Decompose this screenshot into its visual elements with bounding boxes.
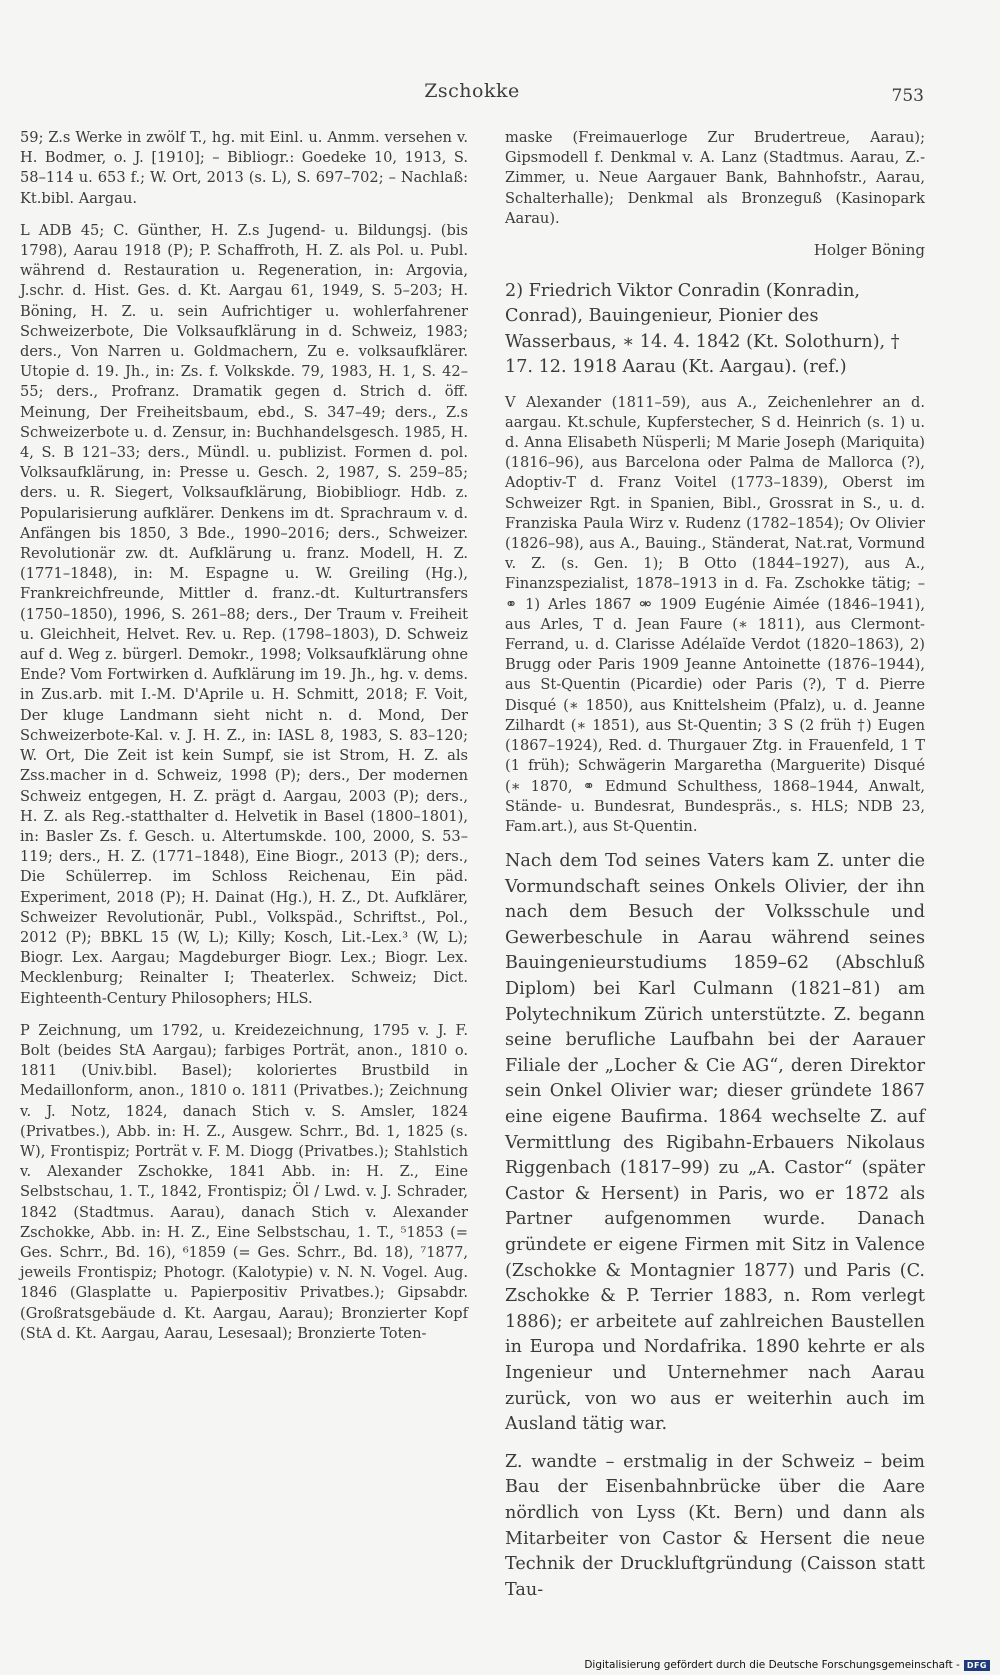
footer-text: Digitalisierung gefördert durch die Deutsche Forschungsgemeinschaft - xyxy=(584,1659,960,1671)
genealogy-paragraph: V Alexander (1811–59), aus A., Zeichenlehrer an d. aargau. Kt.schule, Kupferstecher, S d. Heinrich (s. 1) u. d. Anna Elisabeth Nüsperli; M Marie Joseph (Mariquita) (1816–96), aus Barcelona oder Palma de Mallorca (?), Adoptiv-T d. Franz Voitel (1773–1839), Oberst im Schweizer Rgt. in Spanien, Bibl., Grossrat in S., u. d. Franziska Paula Wirz v. Rudenz (1782–1854); Ov Olivier (1826–98), aus A., Bauing., Ständerat, Nat.rat, Vormund v. Z. (s. Gen. 1); B Otto (1844–1927), aus A., Finanzspezialist, 1878–1913 in d. Fa. Zschokke tätig; – ⚭ 1) Arles 1867 ⚮ 1909 Eugénie Aimée (1846–1941), aus Arles, T d. Jean Faure (∗ 1811), aus Clermont-Ferrand, u. d. Clarisse Adélaïde Verdot (1820–1863), 2) Brugg oder Paris 1909 Jeanne Antoinette (1876–1944), aus St-Quentin (Picardie) oder Paris (?), T d. Pierre Disqué (∗ 1850), aus Knittelsheim (Pfalz), u. d. Jeanne Zilhardt (∗ 1851), aus St-Quentin; 3 S (2 früh †) Eugen (1867–1924), Red. d. Thurgauer Ztg. in Frauenfeld, 1 T (1 früh); Schwägerin Margaretha (Marguerite) Disqué (∗ 1870, ⚭ Edmund Schulthess, 1868–1944, Anwalt, Stände- u. Bundesrat, Bundespräs., s. HLS; NDB 23, Fam.art.), aus St-Quentin. xyxy=(505,393,925,835)
biography-paragraph-2: Z. wandte – erstmalig in der Schweiz – beim Bau der Eisenbahnbrücke über die Aare nördlich von Lyss (Kt. Bern) und dann als Mitarbeiter von Castor & Hersent die neue Technik der Druckluftgründung (Caisson statt Tau- xyxy=(505,1451,925,1600)
article-author: Holger Böning xyxy=(813,241,925,260)
running-head: Zschokke xyxy=(424,80,520,102)
dfg-logo-icon: DFG xyxy=(964,1660,990,1671)
left-column xyxy=(20,128,468,1356)
works-paragraph: 59; Z.s Werke in zwölf T., hg. mit Einl. u. Anmm. versehen v. H. Bodmer, o. J. [1910]; – Bibliogr.: Goedeke 10, 1913, S. 58–114 u. 653 f.; W. Ort, 2013 (s. L), S. 697–702; – Nachlaß: Kt.bibl. Aargau. xyxy=(20,129,468,207)
page-number: 753 xyxy=(891,86,924,106)
literature-paragraph: L ADB 45; C. Günther, H. Z.s Jugend- u. Bildungsj. (bis 1798), Aarau 1918 (P); P. Schaffroth, H. Z. als Pol. u. Publ. während d. Restauration u. Regeneration, in: Argovia, J.schr. d. Hist. Ges. d. Kt. Aargau 61, 1949, S. 5–203; H. Böning, H. Z. u. sein Aufrichtiger u. wohlerfahrener Schweizerbote, Die Volksaufklärung in d. Schweiz, 1983; ders., Von Narren u. Goldmachern, Zu e. volksaufklärer. Utopie d. 19. Jh., in: Zs. f. Volkskde. 79, 1983, H. 1, S. 42–55; ders., Profranz. Dramatik gegen d. Strich d. öff. Meinung, Der Freiheitsbaum, ebd., S. 347–49; ders., Z.s Schweizerbote u. d. Zensur, in: Buchhandelsgesch. 1985, H. 4, S. B 121–33; ders., Mündl. u. publizist. Formen d. pol. Volksaufklärung, in: Presse u. Gesch. 2, 1987, S. 259–85; ders. u. R. Siegert, Volksaufklärung, Biobibliogr. Hdb. z. Popularisierung aufklärer. Denkens im dt. Sprachraum v. d. Anfängen bis 1850, 3 Bde., 1990–2016; ders., Schweizer. Revolutionär zw. dt. Aufklärung u. franz. Modell, H. Z. (1771–1848), in: M. Espagne u. W. Greiling (Hg.), Frankreichfreunde, Mittler d. franz.-dt. Kulturtransfers (1750–1850), 1996, S. 261–88; ders., Der Traum v. Freiheit u. Gleichheit, Helvet. Rev. u. Rep. (1798–1803), D. Schweiz auf d. Weg z. bürgerl. Demokr., 1998; Volksaufklärung ohne Ende? Vom Fortwirken d. Aufklärung im 19. Jh., hg. v. dems. in Zus.arb. mit I.-M. D'Aprile u. H. Schmitt, 2018; F. Voit, Der kluge Landmann sieht nicht n. d. Mond, Der Schweizerbote-Kal. v. J. H. Z., in: IASL 8, 1983, S. 83–120; W. Ort, Die Zeit ist kein Sumpf, sie ist Strom, H. Z. als Zss.macher in d. Schweiz, 1998 (P); ders., Der modernen Schweiz entgegen, H. Z. prägt d. Aargau, 2003 (P); ders., H. Z. als Reg.-statthalter d. Helvetik in Basel (1800–1801), in: Basler Zs. f. Gesch. u. Altertumskde. 100, 2000, S. 53–119; ders., H. Z. (1771–1848), Eine Biogr., 2013 (P); ders., Die Schülerrep. im Schloss Reichenau, Ein päd. Experiment, 2018 (P); H. Dainat (Hg.), H. Z., Dt. Aufklärer, Schweizer Revolutionär, Publ., Volkspäd., Schriftst., Pol., 2012 (P); BBKL 15 (W, L); Killy; Kosch, Lit.-Lex.³ (W, L); Biogr. Lex. Aargau; Magdeburger Biogr. Lex.; Biogr. Lex. Mecklenburg; Reinalter I; Theaterlex. Schweiz; Dict. Eighteenth-Century Philosophers; HLS. xyxy=(20,221,468,1007)
page-header xyxy=(20,80,924,112)
biography-paragraph-1: Nach dem Tod seines Vaters kam Z. unter die Vormundschaft seines Onkels Olivier, der ihn nach dem Besuch der Volksschule und Gewerbeschule in Aarau während seines Bauingenieurstudiums 1859–62 (Abschluß Diplom) bei Karl Culmann (1821–81) am Polytechnikum Zürich unterstützte. Z. begann seine berufliche Laufbahn bei der Aarauer Filiale der „Locher & Cie AG“, deren Direktor sein Onkel Olivier war; dieser gründete 1867 eine eigene Baufirma. 1864 wechselte Z. auf Vermittlung des Rigibahn-Erbauers Nikolaus Riggenbach (1817–99) zu „A. Castor“ (später Castor & Hersent) in Paris, wo er 1872 als Partner aufgenommen wurde. Danach gründete er eigene Firmen mit Sitz in Valence (Zschokke & Montagnier 1877) und Paris (C. Zschokke & P. Terrier 1883, n. Rom verlegt 1886); er arbeitete auf zahlreichen Baustellen in Europa und Nordafrika. 1890 kehrte er als Ingenieur und Unternehmer nach Aarau zurück, von wo aus er weiterhin auch im Ausland tätig war. xyxy=(505,851,925,1435)
portraits-continued-paragraph: maske (Freimauerloge Zur Brudertreue, Aarau); Gipsmodell f. Denkmal v. A. Lanz (Stadtmus. Aarau, Z.-Zimmer, u. Neue Aargauer Bank, Bahnhofstr., Aarau, Schalterhalle); Denkmal als Bronzeguß (Kasinopark Aarau). xyxy=(505,129,925,227)
right-column xyxy=(505,128,925,1615)
entry-heading: 2) Friedrich Viktor Conradin (Konradin, Conrad), Bauingenieur, Pionier des Wasserbaus, ∗ 14. 4. 1842 (Kt. Solothurn), † 17. 12. 1918 Aarau (Kt. Aargau). (ref.) xyxy=(505,281,900,378)
digitization-footer xyxy=(584,1659,990,1671)
portraits-paragraph: P Zeichnung, um 1792, u. Kreidezeichnung, 1795 v. J. F. Bolt (beides StA Aargau); farbiges Porträt, anon., 1810 o. 1811 (Univ.bibl. Basel); koloriertes Brustbild in Medaillonform, anon., 1810 o. 1811 (Privatbes.); Zeichnung v. J. Notz, 1824, danach Stich v. S. Amsler, 1824 (Privatbes.), Abb. in: H. Z., Ausgew. Schrr., Bd. 1, 1825 (s. W), Frontispiz; Porträt v. F. M. Diogg (Privatbes.); Stahlstich v. Alexander Zschokke, 1841 Abb. in: H. Z., Eine Selbstschau, 1. T., 1842, Frontispiz; Öl / Lwd. v. J. Schrader, 1842 (Stadtmus. Aarau), danach Stich v. Alexander Zschokke, Abb. in: H. Z., Eine Selbstschau, 1. T., ⁵1853 (= Ges. Schrr., Bd. 16), ⁶1859 (= Ges. Schrr., Bd. 18), ⁷1877, jeweils Frontispiz; Photogr. (Kalotypie) v. N. N. Vogel. Aug. 1846 (Glasplatte u. Papierpositiv Privatbes.); Gipsabdr. (Großratsgebäude d. Kt. Aargau, Aarau); Bronzierter Kopf (StA d. Kt. Aargau, Aarau, Lesesaal); Bronzierte Toten- xyxy=(20,1021,468,1342)
